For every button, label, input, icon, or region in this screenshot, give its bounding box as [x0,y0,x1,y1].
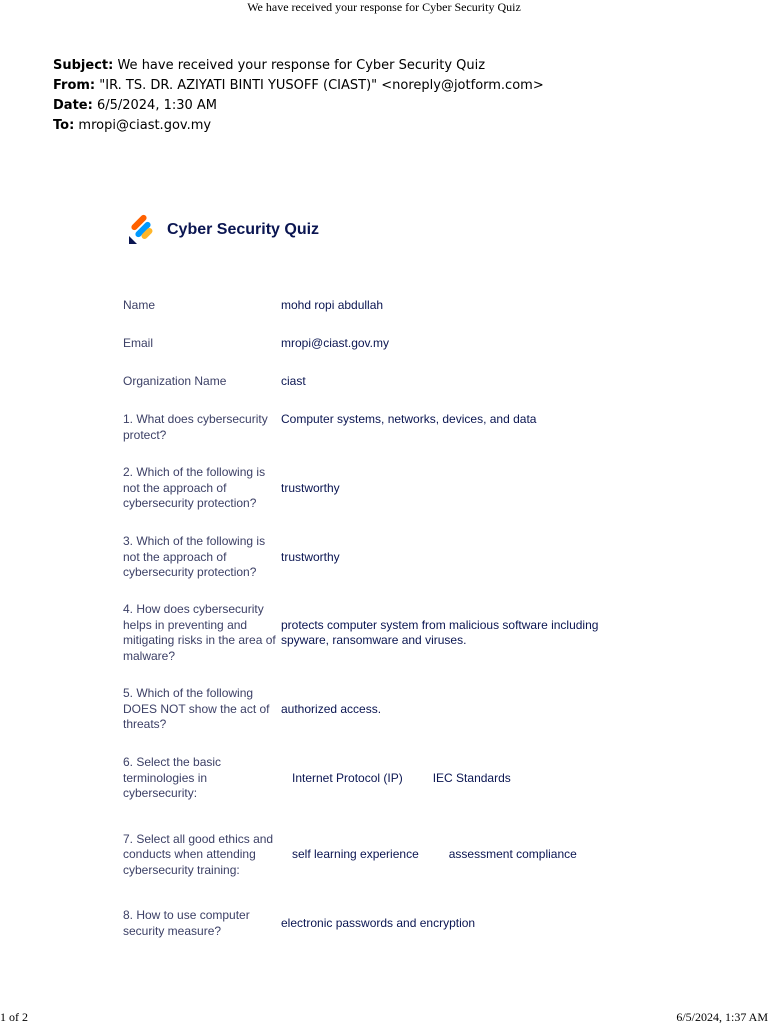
to-label: To: [53,118,75,133]
question-label: Name [123,297,156,312]
answer-option: Internet Protocol (IP) [292,770,403,785]
page-counter: 1 of 2 [0,1010,28,1024]
table-row [123,686,643,733]
answer-options [281,847,643,863]
question-label: 8. How to use computer security measure? [123,908,250,938]
answer-option: IEC Standards [432,770,511,785]
to-value: mropi@ciast.gov.my [78,118,212,133]
to-row [53,116,544,136]
answer-value: Computer systems, networks, devices, and data [281,412,537,426]
table-row [123,297,643,314]
from-value: "IR. TS. DR. AZIYATI BINTI YUSOFF (CIAST)" <noreply@jotform.com> [99,78,544,93]
table-row [123,602,643,664]
date-label: Date: [53,98,93,113]
question-label: 3. Which of the following is not the approach of cybersecurity protection? [123,534,266,580]
email-headers [53,56,544,136]
table-row [123,534,643,581]
subject-row [53,56,544,76]
question-label: Email [123,335,154,350]
answer-value: mohd ropi abdullah [281,297,384,312]
from-row [53,76,544,96]
jotform-logo-icon [127,214,157,246]
answer-value: authorized access. [281,701,382,716]
subject-value: We have received your response for Cyber Security Quiz [117,58,486,73]
table-row [123,465,643,512]
answer-value: electronic passwords and encryption [281,915,476,930]
answer-options [281,771,643,787]
form-header [127,214,319,246]
question-label: 7. Select all good ethics and conducts when attending cybersecurity training: [123,831,274,877]
question-label: 5. Which of the following DOES NOT show the act of threats? [123,686,270,732]
question-label: 6. Select the basic terminologies in cybersecurity: [123,755,222,801]
table-row [123,755,643,802]
answer-value: mropi@ciast.gov.my [281,335,389,350]
table-row [123,335,643,352]
question-label: 4. How does cybersecurity helps in preventing and mitigating risks in the area of malware? [123,602,276,663]
answer-option: self learning experience [292,847,419,862]
question-label: 2. Which of the following is not the approach of cybersecurity protection? [123,465,266,511]
question-label: Organization Name [123,373,227,388]
answer-value: ciast [281,373,306,388]
page-title: We have received your response for Cyber Security Quiz [247,0,521,14]
print-timestamp: 6/5/2024, 1:37 AM [676,1010,768,1024]
date-row [53,96,544,116]
date-value: 6/5/2024, 1:30 AM [96,98,218,113]
table-row [123,908,643,939]
table-row [123,824,643,886]
form-title: Cyber Security Quiz [167,221,320,238]
table-row [123,373,643,390]
question-label: 1. What does cybersecurity protect? [123,412,268,442]
table-row [123,412,643,443]
answer-value: protects computer system from malicious software including spyware, ransomware and viruses. [281,617,599,647]
answer-value: trustworthy [281,549,340,564]
from-label: From: [53,78,96,93]
answer-option: assessment compliance [448,847,577,862]
subject-label: Subject: [53,58,114,73]
answer-value: trustworthy [281,480,340,495]
